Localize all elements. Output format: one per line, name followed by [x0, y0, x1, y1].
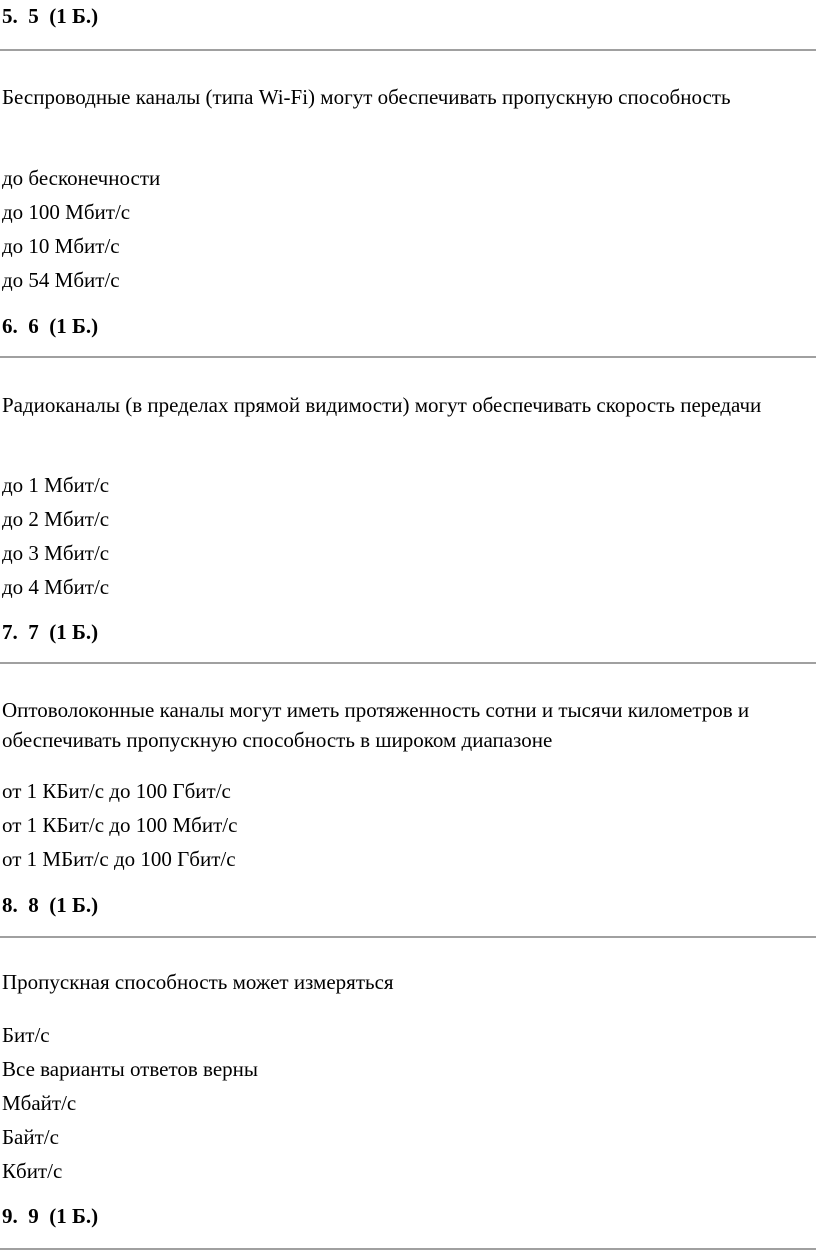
question-6-header: 6. 6 (1 Б.)	[2, 314, 99, 338]
question-5-option-2[interactable]: до 100 Мбит/с	[2, 200, 131, 224]
question-7-option-2[interactable]: от 1 КБит/с до 100 Мбит/с	[2, 813, 238, 837]
question-5-option-1[interactable]: до бесконечности	[2, 166, 161, 190]
question-7-divider	[0, 662, 816, 664]
question-5-header: 5. 5 (1 Б.)	[2, 4, 99, 28]
question-7-option-1[interactable]: от 1 КБит/с до 100 Гбит/с	[2, 779, 231, 803]
question-5-option-4[interactable]: до 54 Мбит/с	[2, 268, 120, 292]
question-9-divider	[0, 1248, 816, 1250]
question-8-divider	[0, 936, 816, 938]
question-6-divider	[0, 356, 816, 358]
question-8-option-1[interactable]: Бит/с	[2, 1023, 50, 1047]
question-7-option-3[interactable]: от 1 МБит/с до 100 Гбит/с	[2, 847, 236, 871]
question-7-header: 7. 7 (1 Б.)	[2, 620, 99, 644]
question-8-option-2[interactable]: Все варианты ответов верны	[2, 1057, 258, 1081]
question-6-option-4[interactable]: до 4 Мбит/с	[2, 575, 110, 599]
question-8-text: Пропускная способность может измеряться	[2, 970, 394, 994]
question-6-text: Радиоканалы (в пределах прямой видимости) могут обеспечивать скорость передачи	[2, 393, 762, 417]
question-5-divider	[0, 49, 816, 51]
question-8-option-5[interactable]: Кбит/с	[2, 1159, 63, 1183]
question-5-text: Беспроводные каналы (типа Wi-Fi) могут обеспечивать пропускную способность	[2, 85, 731, 109]
question-6-option-1[interactable]: до 1 Мбит/с	[2, 473, 110, 497]
question-6-option-2[interactable]: до 2 Мбит/с	[2, 507, 110, 531]
question-9-header: 9. 9 (1 Б.)	[2, 1204, 99, 1228]
question-5-option-3[interactable]: до 10 Мбит/с	[2, 234, 120, 258]
question-8-option-3[interactable]: Мбайт/с	[2, 1091, 77, 1115]
question-6-option-3[interactable]: до 3 Мбит/с	[2, 541, 110, 565]
question-8-header: 8. 8 (1 Б.)	[2, 893, 99, 917]
question-8-option-4[interactable]: Байт/с	[2, 1125, 59, 1149]
question-7-text: Оптоволоконные каналы могут иметь протяженность сотни и тысячи километров и обеспечивать пропускную способность в широком диапазоне	[2, 698, 750, 752]
